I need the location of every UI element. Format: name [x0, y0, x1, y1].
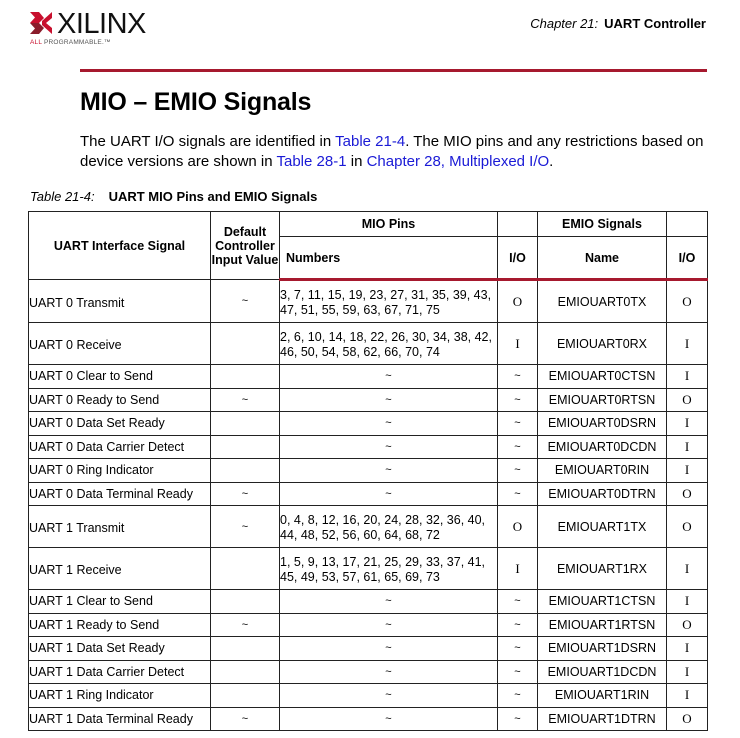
mio-io-cell: ~ — [498, 412, 538, 436]
link-table-28-1[interactable]: Table 28-1 — [276, 153, 347, 170]
mio-numbers-cell: 2, 6, 10, 14, 18, 22, 26, 30, 34, 38, 42, 46, 50, 54, 58, 62, 66, 70, 74 — [280, 323, 498, 365]
mio-io-cell: O — [498, 506, 538, 548]
xilinx-logo — [30, 8, 170, 50]
uart-signals-table — [28, 211, 708, 731]
emio-name-cell: EMIOUART1RTSN — [538, 613, 667, 637]
header-blank-1 — [498, 212, 538, 237]
emio-io-cell: I — [667, 548, 708, 590]
emio-io-cell: I — [667, 435, 708, 459]
mio-numbers-cell: ~ — [280, 660, 498, 684]
signal-cell: UART 0 Receive — [29, 323, 211, 365]
mio-numbers-cell: ~ — [280, 590, 498, 614]
table-row — [29, 506, 708, 548]
mio-io-cell: ~ — [498, 482, 538, 506]
mio-io-cell: O — [498, 280, 538, 323]
default-value-cell: ~ — [211, 506, 280, 548]
default-value-cell — [211, 323, 280, 365]
signal-cell: UART 0 Transmit — [29, 280, 211, 323]
table-caption — [30, 189, 317, 204]
mio-numbers-cell: ~ — [280, 613, 498, 637]
emio-io-cell: O — [667, 613, 708, 637]
signal-cell: UART 1 Clear to Send — [29, 590, 211, 614]
mio-io-cell: ~ — [498, 388, 538, 412]
header-mio-group: MIO Pins — [280, 212, 498, 237]
logo-tagline: ALL PROGRAMMABLE.™ — [30, 39, 111, 46]
emio-io-cell: I — [667, 412, 708, 436]
default-value-cell — [211, 435, 280, 459]
mio-numbers-cell: 1, 5, 9, 13, 17, 21, 25, 29, 33, 37, 41, 45, 49, 53, 57, 61, 65, 69, 73 — [280, 548, 498, 590]
mio-io-cell: I — [498, 548, 538, 590]
emio-io-cell: O — [667, 280, 708, 323]
emio-io-cell: I — [667, 684, 708, 708]
mio-io-cell: ~ — [498, 365, 538, 389]
logo-wordmark: XILINX — [57, 8, 146, 40]
chapter-header — [530, 16, 706, 31]
emio-name-cell: EMIOUART0DCDN — [538, 435, 667, 459]
table-row — [29, 388, 708, 412]
table-row — [29, 365, 708, 389]
section-title: MIO – EMIO Signals — [80, 88, 312, 116]
chapter-number: Chapter 21: — [530, 16, 599, 31]
default-value-cell: ~ — [211, 280, 280, 323]
header-default: Default Controller Input Value — [211, 212, 280, 280]
default-value-cell — [211, 548, 280, 590]
emio-name-cell: EMIOUART0RTSN — [538, 388, 667, 412]
default-value-cell — [211, 459, 280, 483]
default-value-cell — [211, 684, 280, 708]
header-emio-group: EMIO Signals — [538, 212, 667, 237]
mio-numbers-cell: ~ — [280, 482, 498, 506]
mio-numbers-cell: ~ — [280, 707, 498, 731]
emio-name-cell: EMIOUART0DTRN — [538, 482, 667, 506]
default-value-cell — [211, 660, 280, 684]
mio-io-cell: ~ — [498, 637, 538, 661]
emio-io-cell: I — [667, 459, 708, 483]
table-row — [29, 459, 708, 483]
table-row — [29, 280, 708, 323]
table-title: UART MIO Pins and EMIO Signals — [108, 189, 318, 204]
mio-numbers-cell: ~ — [280, 365, 498, 389]
mio-numbers-cell: ~ — [280, 435, 498, 459]
mio-io-cell: ~ — [498, 707, 538, 731]
mio-numbers-cell: 0, 4, 8, 12, 16, 20, 24, 28, 32, 36, 40, 44, 48, 52, 56, 60, 64, 68, 72 — [280, 506, 498, 548]
default-value-cell: ~ — [211, 388, 280, 412]
table-row — [29, 412, 708, 436]
chapter-title: UART Controller — [604, 16, 706, 31]
mio-io-cell: ~ — [498, 435, 538, 459]
emio-name-cell: EMIOUART1DCDN — [538, 660, 667, 684]
signal-cell: UART 0 Ring Indicator — [29, 459, 211, 483]
signal-cell: UART 1 Data Set Ready — [29, 637, 211, 661]
emio-io-cell: I — [667, 660, 708, 684]
emio-name-cell: EMIOUART1RX — [538, 548, 667, 590]
signal-cell: UART 0 Data Terminal Ready — [29, 482, 211, 506]
default-value-cell — [211, 412, 280, 436]
mio-io-cell: ~ — [498, 684, 538, 708]
emio-name-cell: EMIOUART1TX — [538, 506, 667, 548]
emio-name-cell: EMIOUART0TX — [538, 280, 667, 323]
table-row — [29, 660, 708, 684]
table-row — [29, 707, 708, 731]
link-chapter-28[interactable]: Chapter 28, Multiplexed I/O — [366, 153, 550, 170]
table-row — [29, 435, 708, 459]
emio-name-cell: EMIOUART1DTRN — [538, 707, 667, 731]
default-value-cell: ~ — [211, 613, 280, 637]
mio-numbers-cell: ~ — [280, 412, 498, 436]
xilinx-x-icon — [30, 12, 52, 34]
header-name: Name — [538, 237, 667, 280]
mio-numbers-cell: 3, 7, 11, 15, 19, 23, 27, 31, 35, 39, 43, 47, 51, 55, 59, 63, 67, 71, 75 — [280, 280, 498, 323]
table-row — [29, 590, 708, 614]
signal-cell: UART 0 Data Set Ready — [29, 412, 211, 436]
emio-name-cell: EMIOUART0DSRN — [538, 412, 667, 436]
signal-cell: UART 0 Ready to Send — [29, 388, 211, 412]
table-row — [29, 323, 708, 365]
header-rule — [80, 69, 707, 72]
emio-io-cell: I — [667, 365, 708, 389]
header-mio-io: I/O — [498, 237, 538, 280]
mio-numbers-cell: ~ — [280, 637, 498, 661]
emio-io-cell: I — [667, 637, 708, 661]
default-value-cell: ~ — [211, 707, 280, 731]
default-value-cell — [211, 365, 280, 389]
default-value-cell — [211, 637, 280, 661]
signal-cell: UART 1 Ready to Send — [29, 613, 211, 637]
emio-io-cell: I — [667, 323, 708, 365]
table-row — [29, 637, 708, 661]
mio-io-cell: ~ — [498, 590, 538, 614]
emio-io-cell: O — [667, 506, 708, 548]
section-paragraph: The UART I/O signals are identified in Table 21-4. The MIO pins and any restrictions based on device versions are shown in Table 28-1 in Chapter 28, Multiplexed I/O. — [80, 133, 704, 170]
link-table-21-4[interactable]: Table 21-4 — [335, 133, 406, 150]
header-numbers: Numbers — [280, 237, 498, 280]
header-blank-2 — [667, 212, 708, 237]
header-emio-io: I/O — [667, 237, 708, 280]
table-number: Table 21-4: — [30, 189, 95, 204]
mio-numbers-cell: ~ — [280, 388, 498, 412]
signal-cell: UART 1 Receive — [29, 548, 211, 590]
table-header-row — [29, 212, 708, 237]
mio-numbers-cell: ~ — [280, 684, 498, 708]
emio-io-cell: O — [667, 482, 708, 506]
mio-io-cell: ~ — [498, 660, 538, 684]
emio-name-cell: EMIOUART0RX — [538, 323, 667, 365]
emio-io-cell: O — [667, 707, 708, 731]
table-row — [29, 548, 708, 590]
table-body — [29, 280, 708, 731]
emio-name-cell: EMIOUART0CTSN — [538, 365, 667, 389]
mio-numbers-cell: ~ — [280, 459, 498, 483]
table-row — [29, 684, 708, 708]
mio-io-cell: ~ — [498, 613, 538, 637]
emio-name-cell: EMIOUART1CTSN — [538, 590, 667, 614]
default-value-cell — [211, 590, 280, 614]
signal-cell: UART 0 Data Carrier Detect — [29, 435, 211, 459]
signal-cell: UART 0 Clear to Send — [29, 365, 211, 389]
signal-cell: UART 1 Data Terminal Ready — [29, 707, 211, 731]
default-value-cell: ~ — [211, 482, 280, 506]
header-signal: UART Interface Signal — [29, 212, 211, 280]
table-row — [29, 613, 708, 637]
table-row — [29, 482, 708, 506]
emio-name-cell: EMIOUART1DSRN — [538, 637, 667, 661]
signal-cell: UART 1 Transmit — [29, 506, 211, 548]
mio-io-cell: I — [498, 323, 538, 365]
emio-io-cell: O — [667, 388, 708, 412]
emio-name-cell: EMIOUART1RIN — [538, 684, 667, 708]
mio-io-cell: ~ — [498, 459, 538, 483]
signal-cell: UART 1 Ring Indicator — [29, 684, 211, 708]
emio-io-cell: I — [667, 590, 708, 614]
emio-name-cell: EMIOUART0RIN — [538, 459, 667, 483]
signal-cell: UART 1 Data Carrier Detect — [29, 660, 211, 684]
